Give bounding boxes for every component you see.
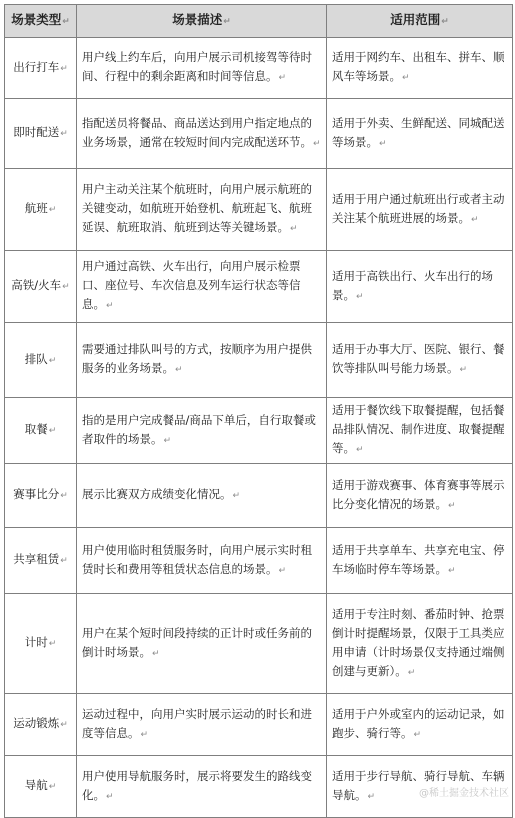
scene-description-cell: 需要通过排队叫号的方式，按顺序为用户提供服务的业务场景。↵ <box>77 323 327 398</box>
paragraph-mark-icon: ↵ <box>163 435 172 446</box>
paragraph-mark-icon: ↵ <box>459 365 468 375</box>
scene-description-cell: 指的是用户完成餐品/商品下单后，自行取餐或者取件的场景。↵ <box>77 398 327 464</box>
applicable-scope-cell: 适用于高铁出行、火车出行的场景。↵ <box>327 251 513 323</box>
paragraph-mark-icon: ↵ <box>48 205 57 215</box>
paragraph-mark-icon: ↵ <box>152 648 160 659</box>
paragraph-mark-icon: ↵ <box>232 491 241 501</box>
header-applicable-scope: 适用范围↵ <box>327 5 513 38</box>
scene-type-cell: 导航↵ <box>5 756 77 818</box>
paragraph-mark-icon: ↵ <box>356 291 364 302</box>
scene-description-cell: 用户在某个短时间段持续的正计时或任务前的倒计时场景。↵ <box>77 594 327 694</box>
table-row <box>5 594 513 694</box>
paragraph-mark-icon: ↵ <box>62 282 70 292</box>
header-scene-description: 场景描述↵ <box>77 5 327 38</box>
paragraph-mark-icon: ↵ <box>175 365 183 375</box>
scene-description-cell: 用户通过高铁、火车出行，向用户展示检票口、座位号、车次信息及列车运行状态等信息。↵ <box>77 251 327 323</box>
paragraph-mark-icon: ↵ <box>278 565 287 576</box>
table-row <box>5 169 513 251</box>
paragraph-mark-icon: ↵ <box>60 491 68 501</box>
scene-description-cell: 用户使用临时租赁服务时，向用户展示实时租赁时长和费用等租赁状态信息的场景。↵ <box>77 528 327 594</box>
applicable-scope-cell: 适用于步行导航、骑行导航、车辆导航。↵ <box>327 756 513 818</box>
paragraph-mark-icon: ↵ <box>448 565 456 576</box>
paragraph-mark-icon: ↵ <box>379 138 387 149</box>
scene-description-cell: 指配送员将餐品、商品送达到用户指定地点的业务场景，通常在较短时间内完成配送环节。↵ <box>77 99 327 169</box>
scene-type-cell: 共享租赁↵ <box>5 528 77 594</box>
paragraph-mark-icon: ↵ <box>356 445 364 455</box>
scene-type-cell: 取餐↵ <box>5 398 77 464</box>
paragraph-mark-icon: ↵ <box>313 138 321 149</box>
applicable-scope-cell: 适用于户外或室内的运动记录，如跑步、骑行等。↵ <box>327 694 513 756</box>
scene-type-cell: 计时↵ <box>5 594 77 694</box>
scene-type-cell: 赛事比分↵ <box>5 464 77 528</box>
table-row <box>5 528 513 594</box>
table-row <box>5 38 513 99</box>
paragraph-mark-icon: ↵ <box>407 667 416 678</box>
table-row <box>5 323 513 398</box>
paragraph-mark-icon: ↵ <box>278 73 287 83</box>
paragraph-mark-icon: ↵ <box>367 791 376 802</box>
header-row <box>5 5 513 38</box>
table-row <box>5 251 513 323</box>
scene-type-cell: 出行打车↵ <box>5 38 77 99</box>
paragraph-mark-icon: ↵ <box>48 426 57 436</box>
table-row <box>5 99 513 169</box>
paragraph-mark-icon: ↵ <box>60 63 68 74</box>
scene-description-cell: 用户使用导航服务时，展示将要发生的路线变化。↵ <box>77 756 327 818</box>
paragraph-mark-icon: ↵ <box>471 214 479 225</box>
applicable-scope-cell: 适用于游戏赛事、体育赛事等展示比分变化情况的场景。↵ <box>327 464 513 528</box>
paragraph-mark-icon: ↵ <box>48 355 57 366</box>
scene-type-cell: 排队↵ <box>5 323 77 398</box>
paragraph-mark-icon: ↵ <box>62 17 70 27</box>
scene-type-cell: 高铁/火车↵ <box>5 251 77 323</box>
table-body <box>5 38 513 818</box>
scene-description-cell: 展示比赛双方成绩变化情况。↵ <box>77 464 327 528</box>
applicable-scope-cell: 适用于网约车、出租车、拼车、顺风车等场景。↵ <box>327 38 513 99</box>
paragraph-mark-icon: ↵ <box>441 17 449 27</box>
header-scene-type: 场景类型↵ <box>5 5 77 38</box>
paragraph-mark-icon: ↵ <box>140 729 149 740</box>
paragraph-mark-icon: ↵ <box>48 782 57 792</box>
scene-description-cell: 用户主动关注某个航班时，向用户展示航班的关键变动，如航班开始登机、航班起飞、航班延误、航班取消、航班到达等关键场景。↵ <box>77 169 327 251</box>
table-header <box>5 5 513 38</box>
paragraph-mark-icon: ↵ <box>60 720 68 730</box>
scene-description-cell: 用户线上约车后，向用户展示司机接驾等待时间、行程中的剩余距离和时间等信息。↵ <box>77 38 327 99</box>
applicable-scope-cell: 适用于用户通过航班出行或者主动关注某个航班进展的场景。↵ <box>327 169 513 251</box>
table-row <box>5 694 513 756</box>
scene-type-cell: 即时配送↵ <box>5 99 77 169</box>
scene-table <box>4 4 513 818</box>
paragraph-mark-icon: ↵ <box>223 17 231 27</box>
watermark: @稀土掘金技术社区 <box>419 788 509 799</box>
paragraph-mark-icon: ↵ <box>106 301 114 311</box>
applicable-scope-cell: 适用于办事大厅、医院、银行、餐饮等排队叫号能力场景。↵ <box>327 323 513 398</box>
paragraph-mark-icon: ↵ <box>402 73 410 83</box>
paragraph-mark-icon: ↵ <box>106 791 114 802</box>
applicable-scope-cell: 适用于共享单车、共享充电宝、停车场临时停车等场景。↵ <box>327 528 513 594</box>
applicable-scope-cell: 适用于外卖、生鲜配送、同城配送等场景。↵ <box>327 99 513 169</box>
paragraph-mark-icon: ↵ <box>413 729 422 740</box>
paragraph-mark-icon: ↵ <box>48 639 57 649</box>
applicable-scope-cell: 适用于专注时刻、番茄时钟、抢票倒计时提醒场景，仅限于工具类应用申请（计时场景仅支持通过端侧创建与更新）。↵ <box>327 594 513 694</box>
table-row <box>5 464 513 528</box>
applicable-scope-cell: 适用于餐饮线下取餐提醒，包括餐品排队情况、制作进度、取餐提醒等。↵ <box>327 398 513 464</box>
scene-type-cell: 运动锻炼↵ <box>5 694 77 756</box>
paragraph-mark-icon: ↵ <box>60 129 68 139</box>
scene-description-cell: 运动过程中，向用户实时展示运动的时长和进度等信息。↵ <box>77 694 327 756</box>
table-row <box>5 398 513 464</box>
scene-type-cell: 航班↵ <box>5 169 77 251</box>
paragraph-mark-icon: ↵ <box>290 224 298 234</box>
paragraph-mark-icon: ↵ <box>448 500 456 511</box>
paragraph-mark-icon: ↵ <box>60 556 68 566</box>
